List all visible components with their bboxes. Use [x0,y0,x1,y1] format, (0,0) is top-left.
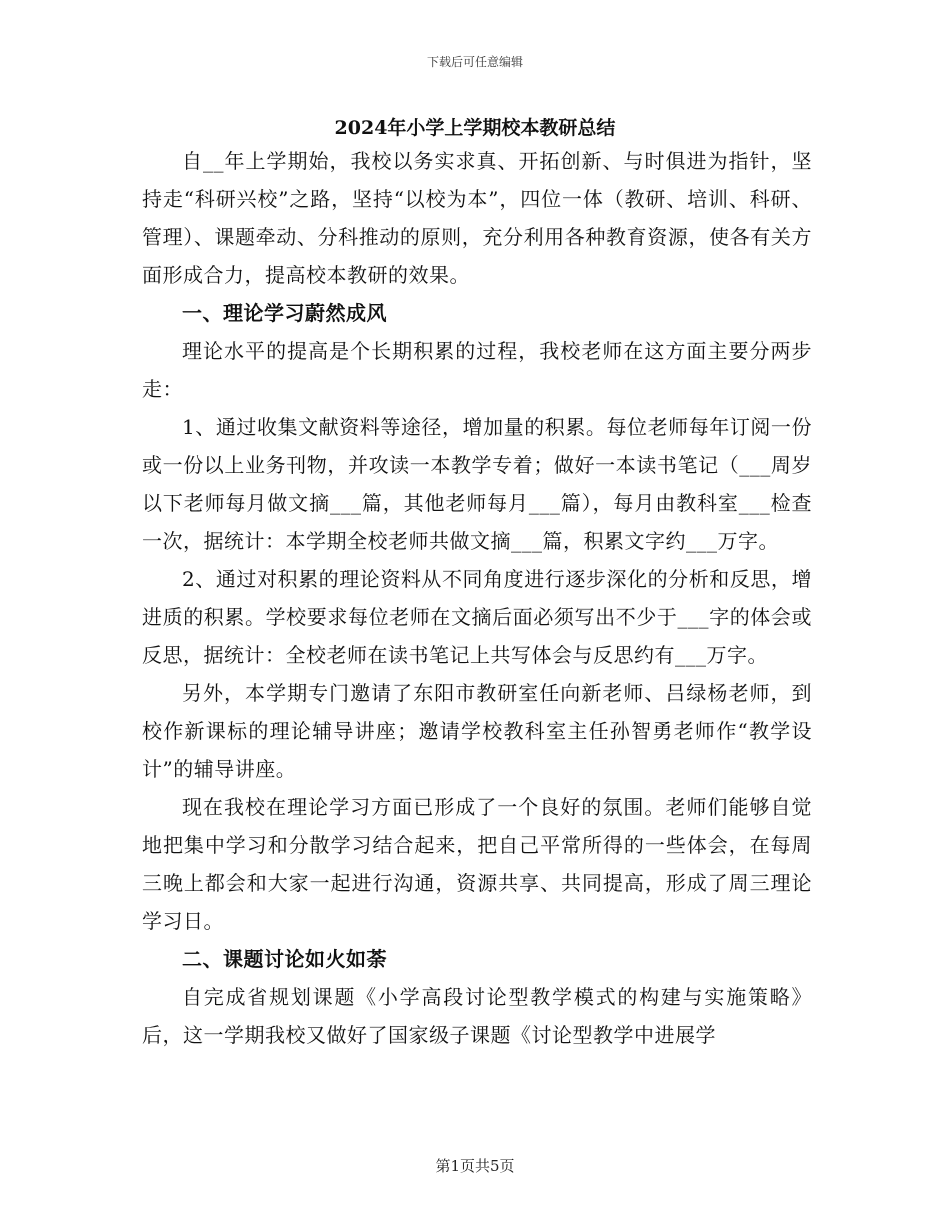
section-2-heading: 二、课题讨论如火如荼 [182,947,387,971]
page-number: 第1页共5页 [435,1157,515,1175]
section-2-paragraph-1: 自完成省规划课题《小学高段讨论型教学模式的构建与实施策略》后，这一学期我校又做好了国家级子课题《讨论型教学中进展学 [142,985,812,1047]
page-header-note: 下载后可任意编辑 [426,55,523,69]
document-body [142,142,812,1054]
section-1-heading: 一、理论学习蔚然成风 [182,301,387,325]
section-1-paragraph-5: 现在我校在理论学习方面已形成了一个良好的氛围。老师们能够自觉地把集中学习和分散学习结合起来，把自己平常所得的一些体会，在每周三晚上都会和大家一起进行沟通，资源共享、共同提高，形成了周三理论学习日。 [142,795,812,933]
section-1-paragraph-3: 2、通过对积累的理论资料从不同角度进行逐步深化的分析和反思，增进质的积累。学校要求每位老师在文摘后面必须写出不少于___字的体会或反思，据统计：全校老师在读书笔记上共写体会与反思约有___万字。 [142,567,812,667]
section-1-paragraph-2: 1、通过收集文献资料等途径，增加量的积累。每位老师每年订阅一份或一份以上业务刊物，并攻读一本教学专着；做好一本读书笔记（___周岁以下老师每月做文摘___篇，其他老师每月___篇），每月由教科室___检查一次，据统计：本学期全校老师共做文摘___篇，积累文字约___万字。 [142,415,812,553]
document-title: 2024年小学上学期校本教研总结 [334,117,616,139]
section-1-paragraph-4: 另外，本学期专门邀请了东阳市教研室任向新老师、吕绿杨老师，到校作新课标的理论辅导讲座；邀请学校教科室主任孙智勇老师作“教学设计”的辅导讲座。 [142,681,812,781]
intro-paragraph: 自__年上学期始，我校以务实求真、开拓创新、与时俱进为指针，坚持走“科研兴校”之路，坚持“以校为本”，四位一体（教研、培训、科研、管理）、课题牵动、分科推动的原则，充分利用各种教育资源，使各有关方面形成合力，提高校本教研的效果。 [142,149,812,287]
section-1-paragraph-1: 理论水平的提高是个长期积累的过程，我校老师在这方面主要分两步走： [142,339,812,401]
